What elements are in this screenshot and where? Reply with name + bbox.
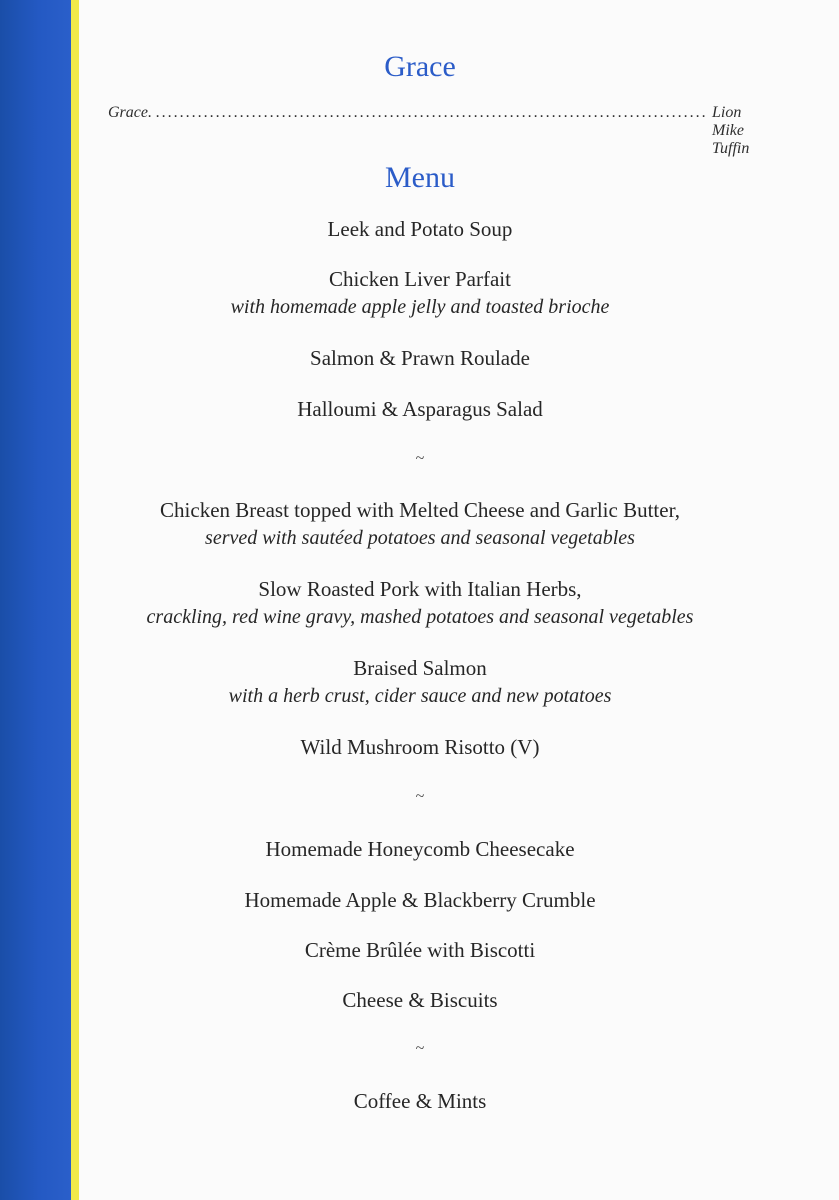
menu-item: [80, 654, 760, 710]
menu-item: [80, 215, 760, 243]
menu-heading: Menu: [385, 161, 455, 194]
dish-name: Halloumi & Asparagus Salad: [297, 397, 543, 421]
dish-name: Braised Salmon: [353, 656, 487, 680]
left-yellow-band: [71, 0, 79, 1200]
menu-item: [80, 575, 760, 631]
coffee-item: Coffee & Mints: [353, 1089, 487, 1113]
dish-description: with homemade apple jelly and toasted brioche: [230, 296, 610, 318]
dish-name: Cheese & Biscuits: [342, 988, 498, 1012]
dish-name: Homemade Apple & Blackberry Crumble: [244, 888, 596, 912]
grace-speaker: Lion Mike Tuffin: [711, 104, 750, 157]
course-separator: ~: [415, 450, 425, 467]
menu-item: [80, 344, 760, 372]
dish-description: with a herb crust, cider sauce and new potatoes: [228, 685, 612, 707]
menu-item: [80, 395, 760, 423]
dish-name: Wild Mushroom Risotto (V): [300, 735, 540, 759]
dish-name: Salmon & Prawn Roulade: [310, 346, 530, 370]
grace-heading: Grace: [384, 50, 456, 83]
dish-name: Chicken Liver Parfait: [329, 267, 511, 291]
grace-dot-leader: ............................................................................................: [155, 104, 708, 121]
menu-item: [80, 886, 760, 914]
dish-description: crackling, red wine gravy, mashed potatoes and seasonal vegetables: [146, 606, 694, 628]
dish-name: Homemade Honeycomb Cheesecake: [265, 837, 575, 861]
dish-name: Leek and Potato Soup: [327, 217, 513, 241]
menu-item: [80, 1087, 760, 1115]
menu-item: [80, 986, 760, 1014]
grace-line: [108, 104, 750, 158]
dish-description: served with sautéed potatoes and seasonal vegetables: [205, 527, 635, 549]
menu-item: [80, 733, 760, 761]
menu-item: [80, 936, 760, 964]
dish-name: Crème Brûlée with Biscotti: [304, 938, 536, 962]
menu-item: [80, 496, 760, 552]
menu-item: [80, 835, 760, 863]
dish-name: Slow Roasted Pork with Italian Herbs,: [258, 577, 582, 601]
course-separator: ~: [415, 1040, 425, 1057]
left-blue-band: [0, 0, 71, 1200]
dish-name: Chicken Breast topped with Melted Cheese and Garlic Butter,: [160, 498, 680, 522]
grace-label: Grace.: [108, 104, 152, 121]
menu-item: [80, 265, 760, 321]
course-separator: ~: [415, 788, 425, 805]
